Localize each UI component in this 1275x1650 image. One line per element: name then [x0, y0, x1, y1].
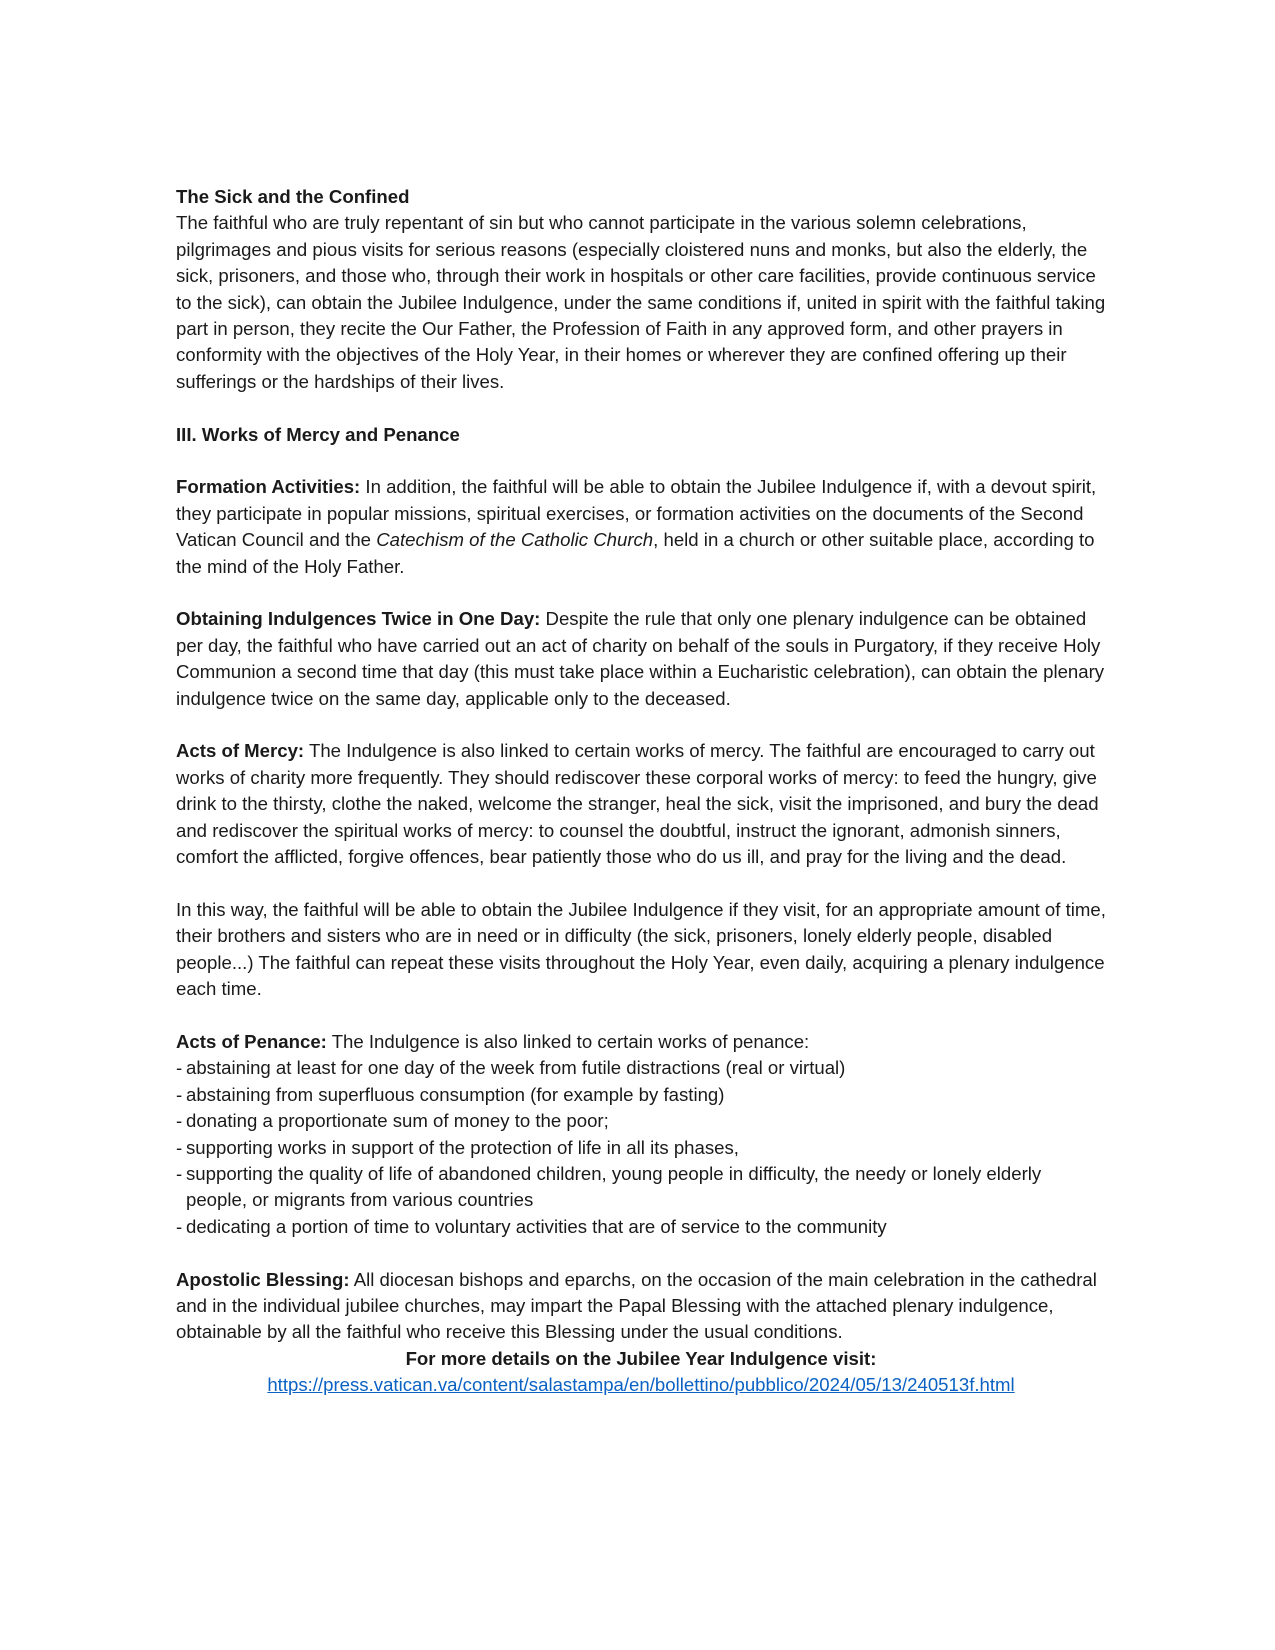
formation-lead: Formation Activities:	[176, 476, 361, 498]
formation-text-before: In addition, the faithful will be able to obtain the Jubilee Indulgence if, with a devout spirit, they participate in popular missions, spiritual exercises, or formation activities on the documents of the Second Vatican Council and the	[176, 476, 1097, 551]
twice-lead: Obtaining Indulgences Twice in One Day:	[176, 608, 541, 630]
vatican-press-link[interactable]: https://press.vatican.va/content/salastampa/en/bollettino/pubblico/2024/05/13/240513f.html	[267, 1374, 1015, 1396]
more-details-title: For more details on the Jubilee Year Indulgence visit:	[405, 1347, 877, 1369]
penance-text: The Indulgence is also linked to certain works of penance:	[326, 1030, 810, 1052]
list-item: - supporting the quality of life of abandoned children, young people in difficulty, the needy or lonely elderly people, or migrants from various countries	[176, 1162, 1042, 1211]
more-details-link-line	[176, 1372, 1106, 1398]
blessing-paragraph	[176, 1267, 1106, 1346]
twice-text: Despite the rule that only one plenary indulgence can be obtained per day, the faithful who have carried out an act of charity on behalf of the souls in Purgatory, if they receive Holy Communion a second time that day (this must take place within a Eucharistic celebration), can obtain the plenary indulgence twice on the same day, applicable only to the deceased.	[176, 608, 1105, 709]
catechism-title: Catechism of the Catholic Church	[376, 529, 654, 551]
penance-lead: Acts of Penance:	[176, 1030, 327, 1052]
list-item: - abstaining from superfluous consumption (for example by fasting)	[176, 1083, 725, 1105]
blessing-text: All diocesan bishops and eparchs, on the occasion of the main celebration in the cathedral and in the individual jubilee churches, may impart the Papal Blessing with the attached plenary indulgence, obtainable by all the faithful who receive this Blessing under the usual conditions.	[176, 1268, 1097, 1343]
mercy-text: The Indulgence is also linked to certain works of mercy. The faithful are encouraged to carry out works of charity more frequently. They should rediscover these corporal works of mercy: to feed the hungry, give drink to the thirsty, clothe the naked, welcome the stranger, heal the sick, visit the imprisoned, and bury the dead and rediscover the spiritual works of mercy: to counsel the doubtful, instruct the ignorant, admonish sinners, comfort the afflicted, forgive offences, bear patiently those who do us ill, and pray for the living and the dead.	[176, 740, 1099, 868]
sick-heading: The Sick and the Confined	[176, 186, 410, 207]
list-item: - donating a proportionate sum of money to the poor;	[176, 1110, 609, 1132]
section-heading: III. Works of Mercy and Penance	[176, 423, 460, 445]
mercy-lead: Acts of Mercy:	[176, 740, 305, 762]
list-item: - abstaining at least for one day of the week from futile distractions (real or virtual)	[176, 1057, 846, 1079]
document-page	[176, 184, 1106, 1399]
formation-paragraph	[176, 474, 1106, 580]
visits-paragraph: In this way, the faithful will be able to obtain the Jubilee Indulgence if they visit, for an appropriate amount of time, their brothers and sisters who are in need or in difficulty (the sick, prisoners, lonely elderly people, disabled people...) The faithful can repeat these visits throughout the Holy Year, even daily, acquiring a plenary indulgence each time.	[176, 898, 1106, 1000]
blessing-lead: Apostolic Blessing:	[176, 1268, 350, 1290]
twice-paragraph	[176, 606, 1106, 712]
list-item: - supporting works in support of the protection of life in all its phases,	[176, 1136, 739, 1158]
sick-paragraph: The faithful who are truly repentant of sin but who cannot participate in the various solemn celebrations, pilgrimages and pious visits for serious reasons (especially cloistered nuns and monks, but also the elderly, the sick, prisoners, and those who, through their work in hospitals or other care facilities, provide continuous service to the sick), can obtain the Jubilee Indulgence, under the same conditions if, united in spirit with the faithful taking part in person, they recite the Our Father, the Profession of Faith in any approved form, and other prayers in conformity with the objectives of the Holy Year, in their homes or wherever they are confined offering up their sufferings or the hardships of their lives.	[176, 212, 1106, 392]
mercy-paragraph	[176, 738, 1106, 870]
list-item: - dedicating a portion of time to voluntary activities that are of service to the community	[176, 1215, 887, 1237]
penance-paragraph	[176, 1029, 1106, 1055]
penance-list	[176, 1055, 1106, 1240]
formation-text-after: , held in a church or other suitable place, according to the mind of the Holy Father.	[176, 529, 1095, 577]
